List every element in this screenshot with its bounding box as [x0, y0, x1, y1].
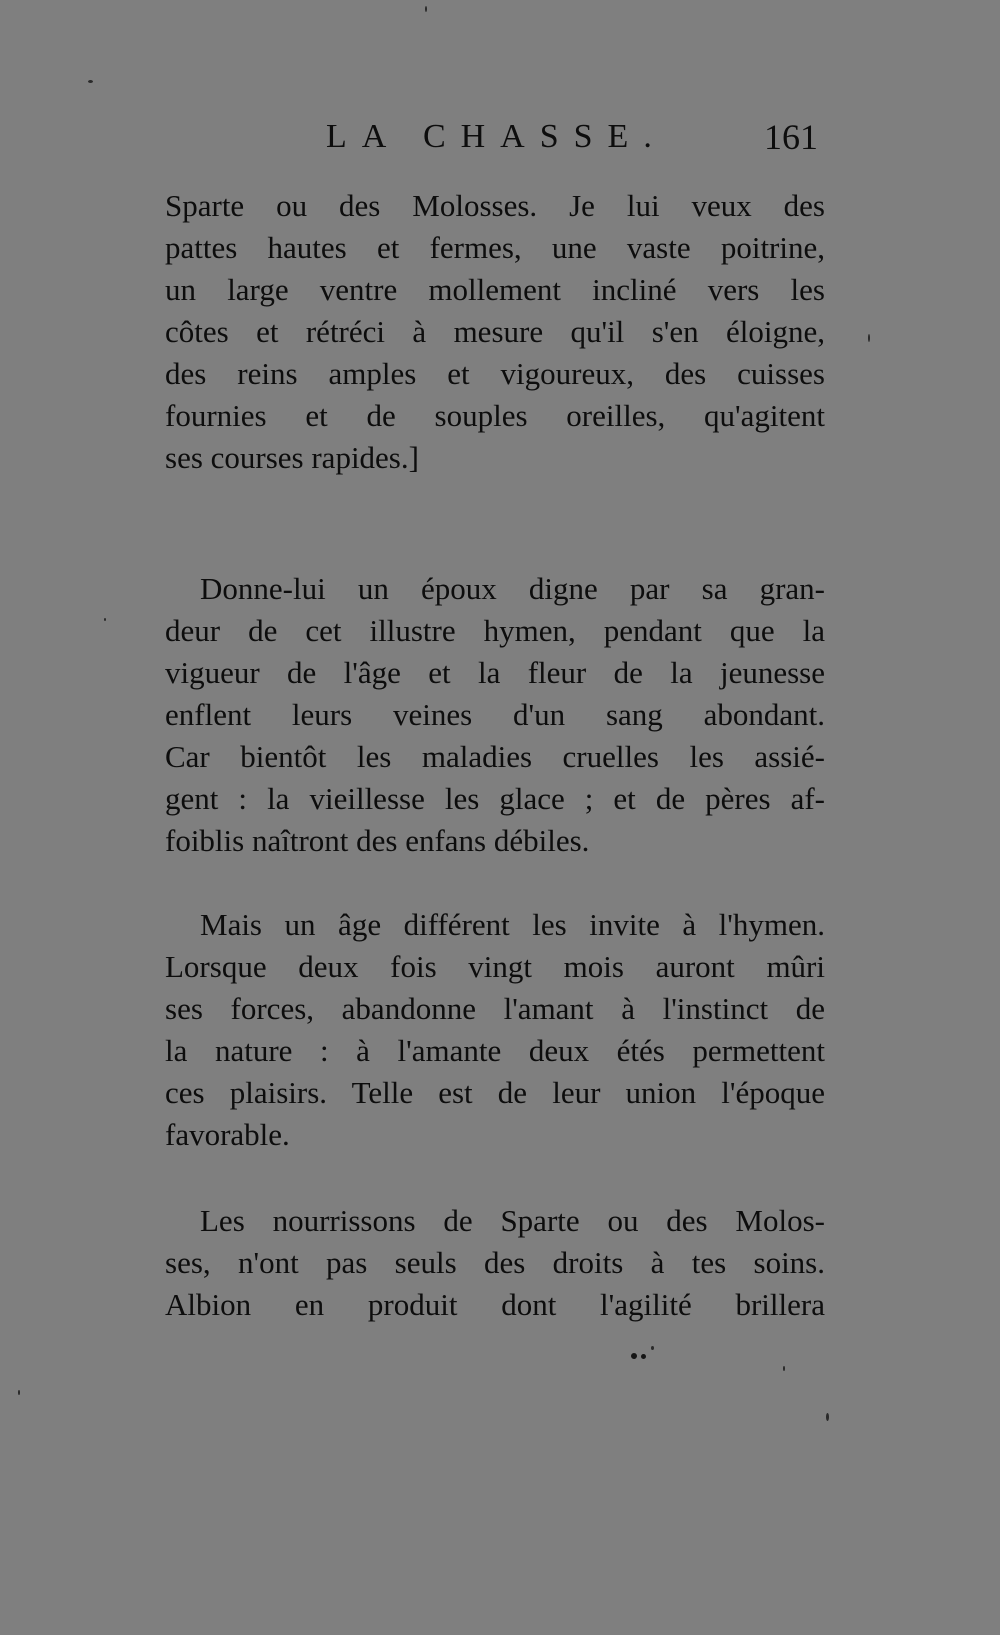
text-line: la nature : à l'amante deux étés permettent — [165, 1033, 825, 1068]
scan-speck — [641, 1354, 646, 1359]
text-line: Lorsque deux fois vingt mois auront mûri — [165, 949, 825, 984]
scan-speck — [104, 618, 106, 621]
scan-speck — [826, 1413, 829, 1421]
text-line: pattes hautes et fermes, une vaste poitrine, — [165, 230, 825, 265]
text-line: foiblis naîtront des enfans débiles. — [165, 823, 590, 858]
text-line: gent : la vieillesse les glace ; et de pères af- — [165, 781, 825, 816]
scan-speck — [18, 1390, 20, 1395]
text-line: favorable. — [165, 1117, 290, 1152]
text-line: des reins amples et vigoureux, des cuisses — [165, 356, 825, 391]
scan-speck — [631, 1353, 637, 1359]
page-number: 161 — [764, 117, 818, 157]
text-line: ses, n'ont pas seuls des droits à tes soins. — [165, 1245, 825, 1280]
scan-speck — [783, 1366, 785, 1371]
scan-speck — [425, 6, 427, 12]
scan-speck — [88, 80, 93, 83]
text-line: côtes et rétréci à mesure qu'il s'en éloigne, — [165, 314, 825, 349]
text-line: ses courses rapides.] — [165, 440, 419, 475]
text-line: Donne-lui un époux digne par sa gran- — [200, 571, 825, 606]
text-line: Car bientôt les maladies cruelles les assié- — [165, 739, 825, 774]
scan-speck — [651, 1346, 654, 1350]
text-line: ses forces, abandonne l'amant à l'instinct de — [165, 991, 825, 1026]
text-line: Albion en produit dont l'agilité brillera — [165, 1287, 825, 1322]
text-line: deur de cet illustre hymen, pendant que la — [165, 613, 825, 648]
text-line: Les nourrissons de Sparte ou des Molos- — [200, 1203, 825, 1238]
running-title: LA CHASSE. — [326, 118, 667, 155]
text-line: un large ventre mollement incliné vers les — [165, 272, 825, 307]
page-header — [326, 112, 826, 162]
text-line: vigueur de l'âge et la fleur de la jeunesse — [165, 655, 825, 690]
text-line: ces plaisirs. Telle est de leur union l'époque — [165, 1075, 825, 1110]
scan-speck — [868, 334, 870, 342]
text-line: fournies et de souples oreilles, qu'agitent — [165, 398, 825, 433]
text-line: Mais un âge différent les invite à l'hymen. — [200, 907, 825, 942]
text-line: enflent leurs veines d'un sang abondant. — [165, 697, 825, 732]
text-line: Sparte ou des Molosses. Je lui veux des — [165, 188, 825, 223]
